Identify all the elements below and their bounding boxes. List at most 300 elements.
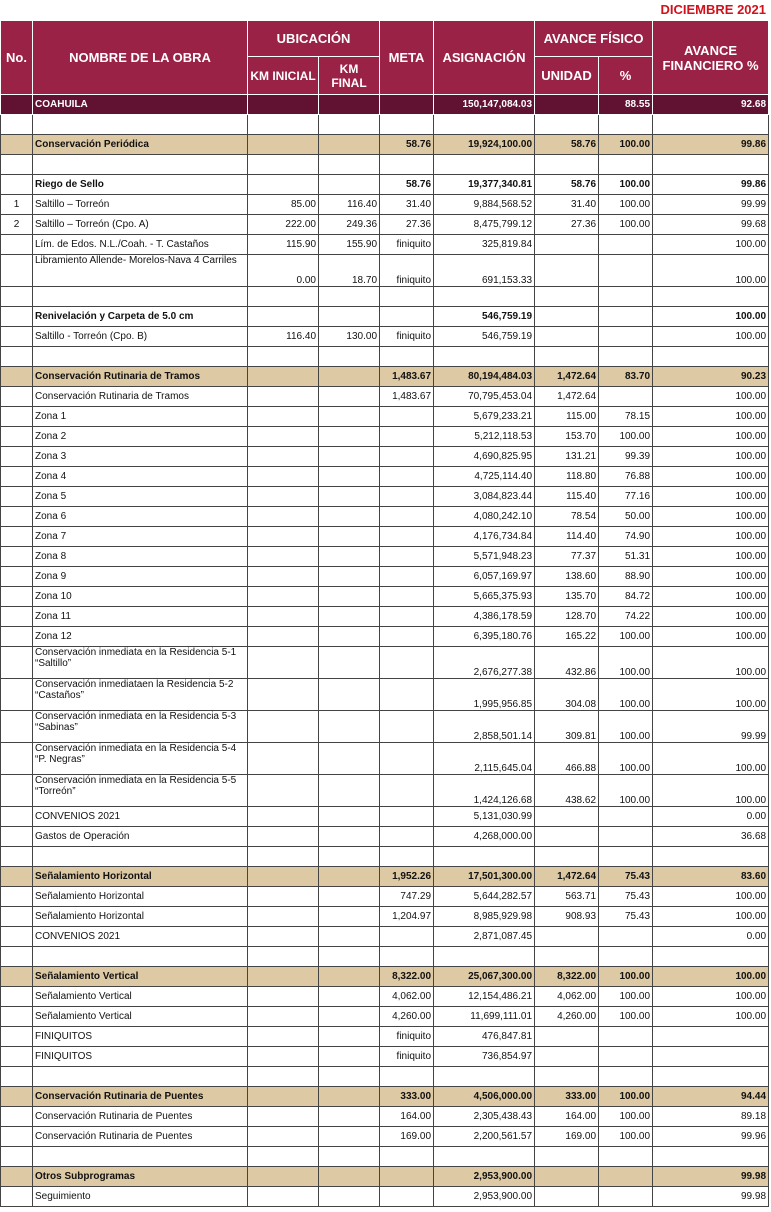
cell-km-final: [319, 711, 380, 743]
cell-meta: finiquito: [380, 1047, 434, 1067]
cell-meta: [380, 947, 434, 967]
cell-no: [1, 887, 33, 907]
cell-nombre: Conservación Rutinaria de Puentes: [33, 1087, 248, 1107]
cell-km-inicial: [248, 287, 319, 307]
cell-km-final: [319, 507, 380, 527]
cell-no: [1, 255, 33, 287]
cell-unidad: [535, 307, 599, 327]
cell-km-final: [319, 175, 380, 195]
table-row: [1, 387, 769, 407]
cell-km-final: [319, 1167, 380, 1187]
cell-avance-financiero: 0.00: [653, 927, 769, 947]
header-meta: META: [380, 21, 434, 95]
cell-meta: 164.00: [380, 1107, 434, 1127]
table-row: [1, 807, 769, 827]
cell-km-final: [319, 1027, 380, 1047]
cell-km-inicial: [248, 607, 319, 627]
cell-unidad: [535, 287, 599, 307]
cell-unidad: 169.00: [535, 1127, 599, 1147]
cell-no: [1, 407, 33, 427]
cell-km-inicial: [248, 927, 319, 947]
cell-avance-financiero: 100.00: [653, 987, 769, 1007]
cell-km-final: [319, 627, 380, 647]
spacer-row: [1, 155, 769, 175]
cell-pct: [599, 807, 653, 827]
cell-nombre: Lím. de Edos. N.L./Coah. - T. Castaños: [33, 235, 248, 255]
cell-meta: finiquito: [380, 1027, 434, 1047]
cell-no: [1, 647, 33, 679]
cell-pct: [599, 347, 653, 367]
cell-km-inicial: 116.40: [248, 327, 319, 347]
cell-no: [1, 367, 33, 387]
cell-asignacion: 476,847.81: [434, 1027, 535, 1047]
cell-no: [1, 1147, 33, 1167]
cell-pct: [599, 327, 653, 347]
table-row: [1, 447, 769, 467]
cell-asignacion: 6,057,169.97: [434, 567, 535, 587]
cell-km-inicial: 85.00: [248, 195, 319, 215]
cell-meta: 169.00: [380, 1127, 434, 1147]
cell-km-inicial: [248, 807, 319, 827]
cell-unidad: 27.36: [535, 215, 599, 235]
cell-unidad: 1,472.64: [535, 367, 599, 387]
cell-no: [1, 927, 33, 947]
cell-km-final: [319, 679, 380, 711]
cell-nombre: Riego de Sello: [33, 175, 248, 195]
cell-avance-financiero: 94.44: [653, 1087, 769, 1107]
cell-km-final: [319, 547, 380, 567]
cell-pct: 100.00: [599, 1007, 653, 1027]
cell-meta: [380, 1067, 434, 1087]
cell-km-inicial: [248, 679, 319, 711]
cell-nombre: [33, 947, 248, 967]
cell-unidad: [535, 235, 599, 255]
cell-no: [1, 607, 33, 627]
cell-nombre: COAHUILA: [33, 95, 248, 115]
cell-nombre: [33, 1067, 248, 1087]
cell-no: [1, 1047, 33, 1067]
cell-no: [1, 1107, 33, 1127]
cell-pct: 51.31: [599, 547, 653, 567]
cell-km-final: [319, 155, 380, 175]
section-row: [1, 135, 769, 155]
cell-km-final: [319, 567, 380, 587]
cell-avance-financiero: 89.18: [653, 1107, 769, 1127]
cell-asignacion: 12,154,486.21: [434, 987, 535, 1007]
cell-nombre: Conservación inmediata en la Residencia 5-1 “Saltillo”: [33, 647, 248, 679]
cell-unidad: 908.93: [535, 907, 599, 927]
cell-nombre: [33, 115, 248, 135]
cell-km-final: [319, 907, 380, 927]
cell-meta: [380, 1167, 434, 1187]
cell-pct: 78.15: [599, 407, 653, 427]
cell-unidad: [535, 1147, 599, 1167]
cell-km-final: [319, 307, 380, 327]
table-row: [1, 527, 769, 547]
cell-pct: 100.00: [599, 427, 653, 447]
cell-unidad: 131.21: [535, 447, 599, 467]
cell-asignacion: 4,080,242.10: [434, 507, 535, 527]
cell-pct: [599, 255, 653, 287]
cell-km-inicial: [248, 967, 319, 987]
cell-no: [1, 775, 33, 807]
cell-avance-financiero: 100.00: [653, 679, 769, 711]
cell-nombre: Zona 5: [33, 487, 248, 507]
table-row: [1, 407, 769, 427]
cell-meta: 27.36: [380, 215, 434, 235]
cell-asignacion: 19,377,340.81: [434, 175, 535, 195]
cell-pct: 100.00: [599, 135, 653, 155]
cell-nombre: Señalamiento Horizontal: [33, 907, 248, 927]
cell-meta: [380, 1147, 434, 1167]
cell-asignacion: [434, 115, 535, 135]
cell-no: [1, 827, 33, 847]
table-row: [1, 907, 769, 927]
table-row: [1, 467, 769, 487]
cell-asignacion: 9,884,568.52: [434, 195, 535, 215]
table-row: [1, 743, 769, 775]
cell-km-inicial: [248, 1067, 319, 1087]
cell-nombre: CONVENIOS 2021: [33, 927, 248, 947]
table-header: [1, 21, 769, 95]
cell-nombre: [33, 155, 248, 175]
cell-nombre: Señalamiento Vertical: [33, 987, 248, 1007]
cell-km-inicial: [248, 827, 319, 847]
cell-nombre: Conservación Rutinaria de Tramos: [33, 367, 248, 387]
cell-pct: [599, 1147, 653, 1167]
cell-avance-financiero: 99.86: [653, 175, 769, 195]
cell-avance-financiero: 100.00: [653, 447, 769, 467]
cell-no: [1, 1167, 33, 1187]
cell-nombre: Libramiento Allende- Morelos-Nava 4 Carriles: [33, 255, 248, 287]
table-row: [1, 1047, 769, 1067]
cell-unidad: [535, 155, 599, 175]
cell-km-inicial: [248, 647, 319, 679]
cell-asignacion: 25,067,300.00: [434, 967, 535, 987]
cell-avance-financiero: 100.00: [653, 255, 769, 287]
cell-km-inicial: [248, 527, 319, 547]
cell-no: [1, 175, 33, 195]
cell-nombre: Señalamiento Vertical: [33, 1007, 248, 1027]
cell-avance-financiero: 100.00: [653, 1007, 769, 1027]
cell-asignacion: 2,953,900.00: [434, 1167, 535, 1187]
cell-unidad: [535, 1187, 599, 1207]
cell-no: [1, 155, 33, 175]
cell-pct: 75.43: [599, 887, 653, 907]
cell-nombre: Zona 2: [33, 427, 248, 447]
cell-unidad: 128.70: [535, 607, 599, 627]
cell-no: [1, 387, 33, 407]
cell-no: [1, 427, 33, 447]
cell-nombre: Zona 11: [33, 607, 248, 627]
cell-km-final: [319, 743, 380, 775]
cell-pct: 83.70: [599, 367, 653, 387]
cell-km-final: [319, 927, 380, 947]
cell-meta: [380, 307, 434, 327]
cell-pct: 100.00: [599, 195, 653, 215]
cell-avance-financiero: 83.60: [653, 867, 769, 887]
cell-nombre: Señalamiento Vertical: [33, 967, 248, 987]
cell-no: [1, 567, 33, 587]
cell-pct: [599, 947, 653, 967]
cell-km-inicial: [248, 987, 319, 1007]
cell-meta: 4,062.00: [380, 987, 434, 1007]
cell-nombre: Zona 7: [33, 527, 248, 547]
cell-asignacion: 2,953,900.00: [434, 1187, 535, 1207]
cell-unidad: [535, 807, 599, 827]
cell-km-final: [319, 1067, 380, 1087]
cell-no: [1, 135, 33, 155]
table-row: [1, 1107, 769, 1127]
cell-no: [1, 115, 33, 135]
cell-asignacion: 1,424,126.68: [434, 775, 535, 807]
cell-avance-financiero: 92.68: [653, 95, 769, 115]
cell-km-inicial: [248, 907, 319, 927]
table-row: [1, 1187, 769, 1207]
cell-pct: [599, 155, 653, 175]
cell-unidad: 164.00: [535, 1107, 599, 1127]
cell-avance-financiero: 100.00: [653, 507, 769, 527]
cell-nombre: [33, 1147, 248, 1167]
cell-nombre: Renivelación y Carpeta de 5.0 cm: [33, 307, 248, 327]
cell-km-inicial: [248, 1127, 319, 1147]
cell-avance-financiero: 99.98: [653, 1187, 769, 1207]
cell-meta: [380, 547, 434, 567]
cell-km-inicial: [248, 1167, 319, 1187]
cell-no: [1, 1007, 33, 1027]
cell-unidad: 135.70: [535, 587, 599, 607]
table-row: [1, 711, 769, 743]
cell-unidad: 58.76: [535, 175, 599, 195]
cell-unidad: 333.00: [535, 1087, 599, 1107]
cell-pct: 50.00: [599, 507, 653, 527]
cell-km-inicial: 0.00: [248, 255, 319, 287]
cell-unidad: 304.08: [535, 679, 599, 711]
header-ubicacion: UBICACIÓN: [248, 21, 380, 57]
section-row: [1, 1087, 769, 1107]
cell-meta: [380, 711, 434, 743]
cell-km-final: [319, 967, 380, 987]
cell-pct: [599, 235, 653, 255]
cell-km-inicial: [248, 347, 319, 367]
cell-avance-financiero: [653, 947, 769, 967]
cell-asignacion: [434, 947, 535, 967]
cell-meta: [380, 743, 434, 775]
cell-no: [1, 487, 33, 507]
spacer-row: [1, 115, 769, 135]
cell-nombre: [33, 287, 248, 307]
cell-asignacion: 4,725,114.40: [434, 467, 535, 487]
cell-meta: [380, 467, 434, 487]
cell-unidad: 31.40: [535, 195, 599, 215]
cell-pct: 88.55: [599, 95, 653, 115]
cell-nombre: [33, 347, 248, 367]
cell-unidad: 77.37: [535, 547, 599, 567]
cell-meta: finiquito: [380, 255, 434, 287]
cell-meta: [380, 607, 434, 627]
table-row: [1, 775, 769, 807]
table-row: [1, 1127, 769, 1147]
cell-asignacion: 4,386,178.59: [434, 607, 535, 627]
table-row: [1, 827, 769, 847]
cell-km-inicial: [248, 1187, 319, 1207]
cell-meta: [380, 647, 434, 679]
cell-meta: 1,483.67: [380, 367, 434, 387]
cell-unidad: [535, 95, 599, 115]
table-row: [1, 987, 769, 1007]
cell-km-inicial: [248, 507, 319, 527]
cell-unidad: 1,472.64: [535, 387, 599, 407]
cell-km-final: [319, 827, 380, 847]
cell-no: [1, 287, 33, 307]
cell-km-final: [319, 487, 380, 507]
cell-asignacion: 5,679,233.21: [434, 407, 535, 427]
cell-no: [1, 1187, 33, 1207]
cell-asignacion: 2,858,501.14: [434, 711, 535, 743]
cell-nombre: Zona 8: [33, 547, 248, 567]
cell-meta: [380, 287, 434, 307]
section-row: [1, 1167, 769, 1187]
cell-unidad: 563.71: [535, 887, 599, 907]
cell-unidad: 4,260.00: [535, 1007, 599, 1027]
cell-unidad: 153.70: [535, 427, 599, 447]
cell-asignacion: 691,153.33: [434, 255, 535, 287]
cell-pct: [599, 287, 653, 307]
cell-km-final: [319, 407, 380, 427]
cell-unidad: 432.86: [535, 647, 599, 679]
cell-asignacion: 546,759.19: [434, 327, 535, 347]
cell-no: [1, 947, 33, 967]
cell-nombre: Zona 1: [33, 407, 248, 427]
spacer-row: [1, 1067, 769, 1087]
cell-pct: 100.00: [599, 775, 653, 807]
cell-asignacion: 4,506,000.00: [434, 1087, 535, 1107]
cell-meta: 8,322.00: [380, 967, 434, 987]
cell-nombre: Conservación inmediata en la Residencia 5-3 “Sabinas”: [33, 711, 248, 743]
cell-no: [1, 507, 33, 527]
cell-km-final: 155.90: [319, 235, 380, 255]
cell-no: [1, 307, 33, 327]
cell-avance-financiero: [653, 155, 769, 175]
table-row: [1, 235, 769, 255]
cell-meta: [380, 347, 434, 367]
cell-meta: 31.40: [380, 195, 434, 215]
cell-avance-financiero: 0.00: [653, 807, 769, 827]
cell-avance-financiero: [653, 847, 769, 867]
cell-km-final: [319, 1087, 380, 1107]
cell-pct: [599, 1027, 653, 1047]
cell-no: [1, 527, 33, 547]
header-avance-financiero: AVANCE FINANCIERO %: [653, 21, 769, 95]
cell-unidad: 138.60: [535, 567, 599, 587]
cell-asignacion: [434, 847, 535, 867]
cell-no: [1, 95, 33, 115]
table-row: [1, 927, 769, 947]
cell-km-final: [319, 775, 380, 807]
cell-unidad: [535, 947, 599, 967]
cell-km-inicial: [248, 447, 319, 467]
section-row: [1, 367, 769, 387]
cell-avance-financiero: 100.00: [653, 527, 769, 547]
cell-km-final: [319, 1007, 380, 1027]
cell-km-final: [319, 427, 380, 447]
cell-pct: 100.00: [599, 1107, 653, 1127]
cell-asignacion: 5,571,948.23: [434, 547, 535, 567]
cell-nombre: Zona 4: [33, 467, 248, 487]
cell-asignacion: 546,759.19: [434, 307, 535, 327]
header-avance-fisico: AVANCE FÍSICO: [535, 21, 653, 57]
cell-pct: 100.00: [599, 711, 653, 743]
table-row: [1, 1007, 769, 1027]
cell-unidad: 8,322.00: [535, 967, 599, 987]
cell-nombre: Conservación Rutinaria de Tramos: [33, 387, 248, 407]
cell-unidad: [535, 1027, 599, 1047]
cell-meta: [380, 507, 434, 527]
cell-avance-financiero: 99.99: [653, 711, 769, 743]
cell-meta: 333.00: [380, 1087, 434, 1107]
table-row: [1, 175, 769, 195]
cell-km-final: [319, 587, 380, 607]
table-row: [1, 1027, 769, 1047]
cell-km-inicial: [248, 1147, 319, 1167]
cell-km-inicial: [248, 407, 319, 427]
cell-km-inicial: [248, 367, 319, 387]
cell-asignacion: 2,305,438.43: [434, 1107, 535, 1127]
table-row: [1, 327, 769, 347]
table-body: [1, 95, 769, 1207]
cell-nombre: Saltillo – Torreón: [33, 195, 248, 215]
cell-pct: [599, 387, 653, 407]
cell-km-inicial: [248, 847, 319, 867]
cell-asignacion: 2,676,277.38: [434, 647, 535, 679]
cell-km-final: 130.00: [319, 327, 380, 347]
cell-nombre: Otros Subprogramas: [33, 1167, 248, 1187]
cell-meta: [380, 627, 434, 647]
cell-pct: [599, 927, 653, 947]
cell-km-inicial: [248, 547, 319, 567]
cell-nombre: Saltillo – Torreón (Cpo. A): [33, 215, 248, 235]
table-row: [1, 507, 769, 527]
cell-km-inicial: [248, 175, 319, 195]
cell-km-final: [319, 527, 380, 547]
cell-km-final: 116.40: [319, 195, 380, 215]
cell-avance-financiero: 99.96: [653, 1127, 769, 1147]
cell-unidad: 78.54: [535, 507, 599, 527]
cell-asignacion: 3,084,823.44: [434, 487, 535, 507]
cell-pct: 76.88: [599, 467, 653, 487]
cell-pct: 100.00: [599, 679, 653, 711]
cell-meta: 58.76: [380, 135, 434, 155]
cell-no: [1, 907, 33, 927]
cell-meta: [380, 527, 434, 547]
cell-avance-financiero: 100.00: [653, 587, 769, 607]
cell-avance-financiero: 100.00: [653, 235, 769, 255]
header-km-final: KM FINAL: [319, 57, 380, 95]
cell-no: [1, 1067, 33, 1087]
cell-pct: 100.00: [599, 175, 653, 195]
state-total-row: [1, 95, 769, 115]
cell-meta: 1,204.97: [380, 907, 434, 927]
cell-km-inicial: [248, 1107, 319, 1127]
cell-pct: [599, 1187, 653, 1207]
cell-pct: [599, 1167, 653, 1187]
cell-no: [1, 867, 33, 887]
spacer-row: [1, 287, 769, 307]
cell-pct: 100.00: [599, 987, 653, 1007]
cell-km-inicial: [248, 467, 319, 487]
cell-km-final: [319, 1107, 380, 1127]
cell-pct: 100.00: [599, 743, 653, 775]
